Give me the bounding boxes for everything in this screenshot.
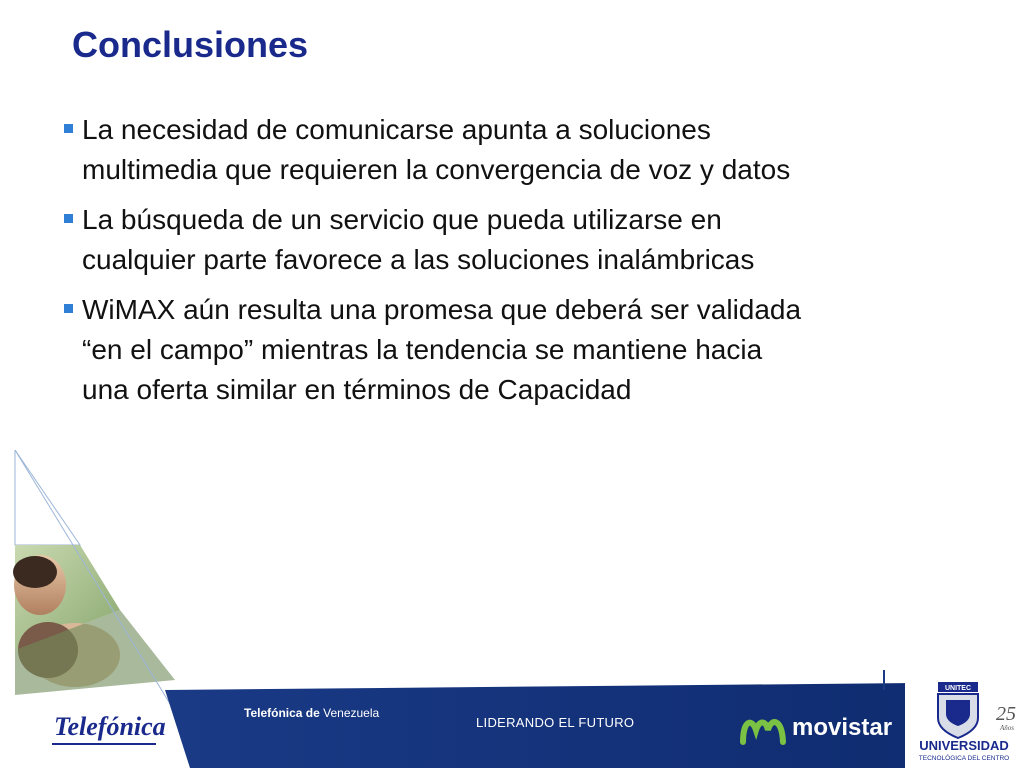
footer-company-label: [244, 706, 379, 720]
bullet-text-line: La búsqueda de un servicio que pueda utilizarse en: [82, 204, 722, 235]
bullet-square-icon: [64, 124, 73, 133]
bullet-text-line: cualquier parte favorece a las soluciones inalámbricas: [82, 244, 755, 275]
bullet-item: [62, 290, 982, 410]
telefonica-logo-underline: [52, 743, 156, 745]
footer-company-bold: Telefónica de: [244, 706, 320, 720]
footer-slogan: LIDERANDO EL FUTURO: [476, 715, 635, 730]
bullet-text-line: WiMAX aún resulta una promesa que deberá ser validada: [82, 294, 802, 325]
bullet-square-icon: [64, 214, 73, 223]
bullet-item: [62, 110, 982, 190]
slide-title: Conclusiones: [72, 24, 309, 65]
unitec-shield-icon: [916, 680, 1020, 766]
unitec-anniversary-word: Años: [1000, 724, 1014, 732]
bullet-text-line: “en el campo” mientras la tendencia se mantiene hacia: [82, 334, 763, 365]
unitec-anniversary: 25: [996, 703, 1016, 725]
bullet-square-icon: [64, 304, 73, 313]
unitec-acronym: UNITEC: [944, 685, 972, 692]
footer-company-rest: Venezuela: [323, 706, 380, 720]
bullet-text-line: La necesidad de comunicarse apunta a soluciones: [82, 114, 711, 145]
telefonica-logo: Telefónica: [54, 712, 166, 741]
movistar-logo-text: movistar: [792, 714, 893, 741]
movistar-m-icon: [740, 712, 786, 746]
bullet-text-line: una oferta similar en términos de Capacidad: [82, 374, 632, 405]
bullet-text-line: multimedia que requieren la convergencia de voz y datos: [82, 154, 791, 185]
bullet-item: [62, 200, 982, 280]
unitec-subtitle: TECNOLÓGICA DEL CENTRO: [918, 755, 1010, 762]
bullet-list: [62, 110, 982, 420]
unitec-name: UNIVERSIDAD: [919, 738, 1009, 753]
